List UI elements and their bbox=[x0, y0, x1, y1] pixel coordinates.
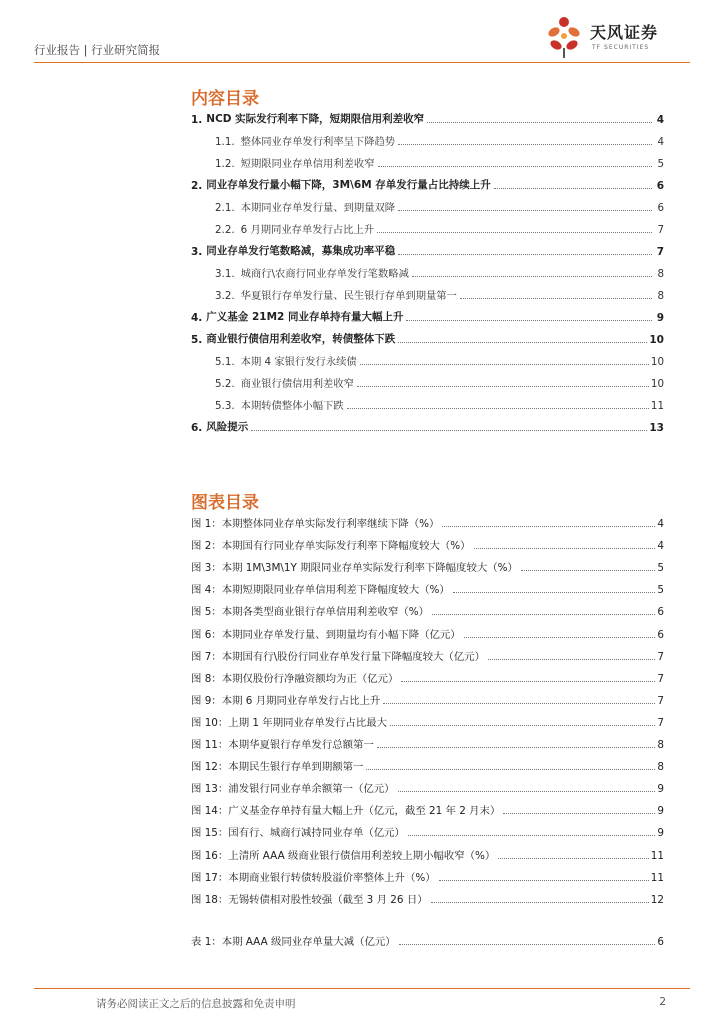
figure-title: 图 7：本期国有行\股份行同业存单发行量下降幅度较大（亿元） bbox=[191, 650, 485, 663]
contents-entry[interactable] bbox=[215, 264, 664, 280]
dot-leader bbox=[439, 879, 649, 881]
figure-page: 4 bbox=[657, 518, 664, 530]
dot-leader bbox=[377, 231, 652, 233]
figure-page: 5 bbox=[657, 584, 664, 597]
dot-leader bbox=[453, 591, 656, 593]
dot-leader bbox=[442, 525, 655, 527]
dot-leader bbox=[406, 319, 652, 321]
dot-leader bbox=[398, 790, 656, 792]
entry-title: 6 月期同业存单发行占比上升 bbox=[240, 224, 375, 236]
entry-number: 5.3. bbox=[215, 400, 235, 412]
entry-page: 9 bbox=[656, 312, 664, 324]
contents-entry[interactable] bbox=[215, 374, 664, 390]
figure-title: 图 6：本期同业存单发行量、到期量均有小幅下降（亿元） bbox=[191, 628, 461, 641]
dot-leader bbox=[432, 613, 655, 615]
figure-title: 图 13：浦发银行同业存单余额第一（亿元） bbox=[191, 783, 395, 796]
figure-title: 图 17：本期商业银行转债转股溢价率整体上升（%） bbox=[191, 871, 436, 884]
dot-leader bbox=[460, 297, 652, 299]
dot-leader bbox=[398, 143, 652, 145]
figure-title: 图 1：本期整体同业存单实际发行利率继续下降（%） bbox=[191, 518, 440, 530]
entry-number: 3.2. bbox=[215, 290, 235, 302]
contents-entry[interactable] bbox=[215, 198, 664, 214]
entry-page: 6 bbox=[657, 202, 664, 214]
figure-page: 6 bbox=[657, 628, 664, 641]
entry-number: 2. bbox=[191, 180, 203, 192]
contents-entry[interactable] bbox=[191, 242, 664, 258]
entry-number: 1. bbox=[191, 114, 203, 126]
figure-entry[interactable] bbox=[191, 691, 664, 707]
entry-page: 5 bbox=[657, 158, 664, 170]
figure-page: 5 bbox=[657, 562, 664, 575]
contents-entry[interactable] bbox=[215, 154, 664, 170]
entry-title: 华夏银行存单发行量、民生银行存单到期量第一 bbox=[240, 290, 457, 302]
entry-title: 本期 4 家银行发行永续债 bbox=[240, 356, 357, 368]
dot-leader bbox=[408, 834, 655, 836]
contents-entry[interactable] bbox=[191, 308, 664, 324]
table-entry[interactable] bbox=[191, 932, 664, 948]
entry-page: 10 bbox=[649, 334, 664, 346]
dot-leader bbox=[498, 857, 648, 859]
figure-entry[interactable] bbox=[191, 757, 664, 773]
entry-number: 1.1. bbox=[215, 136, 235, 148]
contents-title: 内容目录 bbox=[191, 89, 259, 109]
entry-page: 13 bbox=[649, 422, 664, 434]
dot-leader bbox=[347, 407, 649, 409]
dot-leader bbox=[474, 547, 656, 549]
dot-leader bbox=[427, 121, 652, 123]
entry-title: 同业存单发行笔数略减，募集成功率平稳 bbox=[206, 245, 396, 257]
entry-title: 短期限同业存单信用利差收窄 bbox=[240, 158, 375, 170]
dot-leader bbox=[521, 569, 655, 571]
figure-page: 7 bbox=[657, 650, 664, 663]
figure-entry[interactable] bbox=[191, 823, 664, 839]
entry-title: 城商行\农商行同业存单发行笔数略减 bbox=[240, 268, 409, 280]
logo-subtext: TF SECURITIES bbox=[592, 44, 650, 51]
figure-page: 8 bbox=[657, 761, 664, 774]
flower-logo-icon bbox=[544, 14, 584, 60]
dot-leader bbox=[398, 341, 647, 343]
figure-page: 7 bbox=[657, 716, 664, 729]
entry-title: NCD 实际发行利率下降，短期限信用利差收窄 bbox=[206, 113, 425, 125]
entry-page: 7 bbox=[656, 246, 664, 258]
table-title: 表 1：本期 AAA 级同业存单量大减（亿元） bbox=[191, 936, 396, 948]
dot-leader bbox=[378, 165, 652, 167]
figure-entry[interactable] bbox=[191, 580, 664, 596]
entry-title: 广义基金 21M2 同业存单持有量大幅上升 bbox=[206, 311, 404, 323]
figure-title: 图 16：上清所 AAA 级商业银行债信用利差较上期小幅收窄（%） bbox=[191, 849, 496, 862]
figure-page: 12 bbox=[650, 893, 664, 906]
figure-entry[interactable] bbox=[191, 536, 664, 552]
entry-number: 4. bbox=[191, 312, 203, 324]
figure-page: 8 bbox=[657, 739, 664, 751]
entry-number: 3. bbox=[191, 246, 203, 258]
contents-entry[interactable] bbox=[191, 330, 664, 346]
contents-entry[interactable] bbox=[215, 352, 664, 368]
contents-entry[interactable] bbox=[191, 418, 664, 434]
dot-leader bbox=[398, 253, 652, 255]
figure-page: 7 bbox=[657, 694, 664, 707]
entry-number: 5.2. bbox=[215, 378, 235, 390]
figure-title: 图 12：本期民生银行存单到期额第一 bbox=[191, 761, 364, 774]
report-category: 行业报告 | 行业研究简报 bbox=[34, 43, 161, 57]
entry-number: 2.2. bbox=[215, 224, 235, 236]
figure-title: 图 3：本期 1M\3M\1Y 期限同业存单实际发行利率下降幅度较大（%） bbox=[191, 562, 518, 575]
contents-entry[interactable] bbox=[191, 110, 664, 126]
logo-text: 天风证券 bbox=[590, 23, 659, 42]
figure-title: 图 2：本期国有行同业存单实际发行利率下降幅度较大（%） bbox=[191, 540, 471, 553]
figure-title: 图 8：本期仅股份行净融资额均为正（亿元） bbox=[191, 672, 399, 685]
entry-page: 10 bbox=[650, 356, 664, 368]
dot-leader bbox=[360, 363, 649, 365]
figure-title: 图 15：国有行、城商行减持同业存单（亿元） bbox=[191, 827, 405, 840]
entry-number: 1.2. bbox=[215, 158, 235, 170]
figure-entry[interactable] bbox=[191, 890, 664, 906]
figure-entry[interactable] bbox=[191, 801, 664, 817]
entry-page: 8 bbox=[657, 290, 664, 302]
figure-title: 图 14：广义基金存单持有量大幅上升（亿元，截至 21 年 2 月末） bbox=[191, 805, 501, 818]
dot-leader bbox=[401, 680, 655, 682]
entry-number: 2.1. bbox=[215, 202, 235, 214]
entry-number: 5. bbox=[191, 334, 203, 346]
entry-title: 整体同业存单发行利率呈下降趋势 bbox=[240, 136, 396, 148]
entry-title: 风险提示 bbox=[206, 421, 249, 433]
entry-title: 本期同业存单发行量、到期量双降 bbox=[240, 202, 396, 214]
figure-page: 9 bbox=[657, 827, 664, 840]
dot-leader bbox=[357, 385, 649, 387]
dot-leader bbox=[488, 658, 655, 660]
dot-leader bbox=[464, 636, 656, 638]
entry-page: 10 bbox=[650, 378, 664, 390]
figure-title: 图 9：本期 6 月期同业存单发行占比上升 bbox=[191, 694, 381, 707]
entry-title: 商业银行债信用利差收窄 bbox=[240, 378, 354, 390]
entry-title: 同业存单发行量小幅下降，3M\6M 存单发行量占比持续上升 bbox=[206, 179, 491, 191]
contents-entry[interactable] bbox=[215, 220, 664, 236]
figure-entry[interactable] bbox=[191, 669, 664, 685]
figure-entry[interactable] bbox=[191, 846, 664, 862]
figure-page: 9 bbox=[657, 805, 664, 818]
entry-page: 11 bbox=[650, 400, 664, 412]
footer-disclaimer: 请务必阅读正文之后的信息披露和免责申明 bbox=[96, 998, 296, 1010]
header-rule bbox=[34, 62, 690, 63]
figure-entry[interactable] bbox=[191, 647, 664, 663]
dot-leader bbox=[431, 901, 649, 903]
figure-entry[interactable] bbox=[191, 558, 664, 574]
figure-page: 11 bbox=[650, 849, 664, 862]
figure-title: 图 5：本期各类型商业银行存单信用利差收窄（%） bbox=[191, 606, 429, 619]
page-header bbox=[0, 0, 724, 66]
dot-leader bbox=[383, 702, 655, 704]
contents-entry[interactable] bbox=[215, 396, 664, 412]
contents-entry[interactable] bbox=[191, 176, 664, 192]
dot-leader bbox=[399, 943, 656, 945]
figure-page: 6 bbox=[657, 606, 664, 619]
dot-leader bbox=[398, 209, 652, 211]
page-number: 2 bbox=[659, 996, 666, 1008]
entry-title: 本期转债整体小幅下跌 bbox=[240, 400, 344, 412]
figure-page: 9 bbox=[657, 783, 664, 796]
dot-leader bbox=[366, 768, 655, 770]
dot-leader bbox=[251, 429, 647, 431]
entry-number: 3.1. bbox=[215, 268, 235, 280]
figure-title: 图 4：本期短期限同业存单信用利差下降幅度较大（%） bbox=[191, 584, 450, 597]
figure-entry[interactable] bbox=[191, 514, 664, 530]
entry-page: 7 bbox=[657, 224, 664, 236]
contents-entry[interactable] bbox=[215, 132, 664, 148]
figure-entry[interactable] bbox=[191, 602, 664, 618]
dot-leader bbox=[377, 746, 656, 748]
table-page: 6 bbox=[657, 936, 664, 948]
dot-leader bbox=[494, 187, 652, 189]
footer-rule bbox=[34, 988, 690, 989]
figure-page: 7 bbox=[657, 672, 664, 685]
entry-page: 4 bbox=[657, 136, 664, 148]
figure-page: 4 bbox=[657, 540, 664, 553]
figure-entry[interactable] bbox=[191, 625, 664, 641]
company-logo bbox=[530, 14, 690, 60]
figure-entry[interactable] bbox=[191, 735, 664, 751]
entry-number: 5.1. bbox=[215, 356, 235, 368]
figure-page: 11 bbox=[650, 871, 664, 884]
contents-entry[interactable] bbox=[215, 286, 664, 302]
dot-leader bbox=[503, 812, 655, 814]
entry-page: 8 bbox=[657, 268, 664, 280]
figure-title: 图 18：无锡转债相对股性较强（截至 3 月 26 日） bbox=[191, 893, 428, 906]
figure-entry[interactable] bbox=[191, 868, 664, 884]
figure-title: 图 10：上期 1 年期同业存单发行占比最大 bbox=[191, 716, 387, 729]
entry-page: 6 bbox=[656, 180, 664, 192]
entry-number: 6. bbox=[191, 422, 203, 434]
dot-leader bbox=[412, 275, 652, 277]
figure-entry[interactable] bbox=[191, 713, 664, 729]
dot-leader bbox=[390, 724, 655, 726]
entry-title: 商业银行债信用利差收窄，转债整体下跌 bbox=[206, 333, 396, 345]
figure-title: 图 11：本期华夏银行存单发行总额第一 bbox=[191, 739, 374, 751]
figure-entry[interactable] bbox=[191, 779, 664, 795]
entry-page: 4 bbox=[656, 114, 664, 126]
figures-title: 图表目录 bbox=[191, 493, 259, 513]
